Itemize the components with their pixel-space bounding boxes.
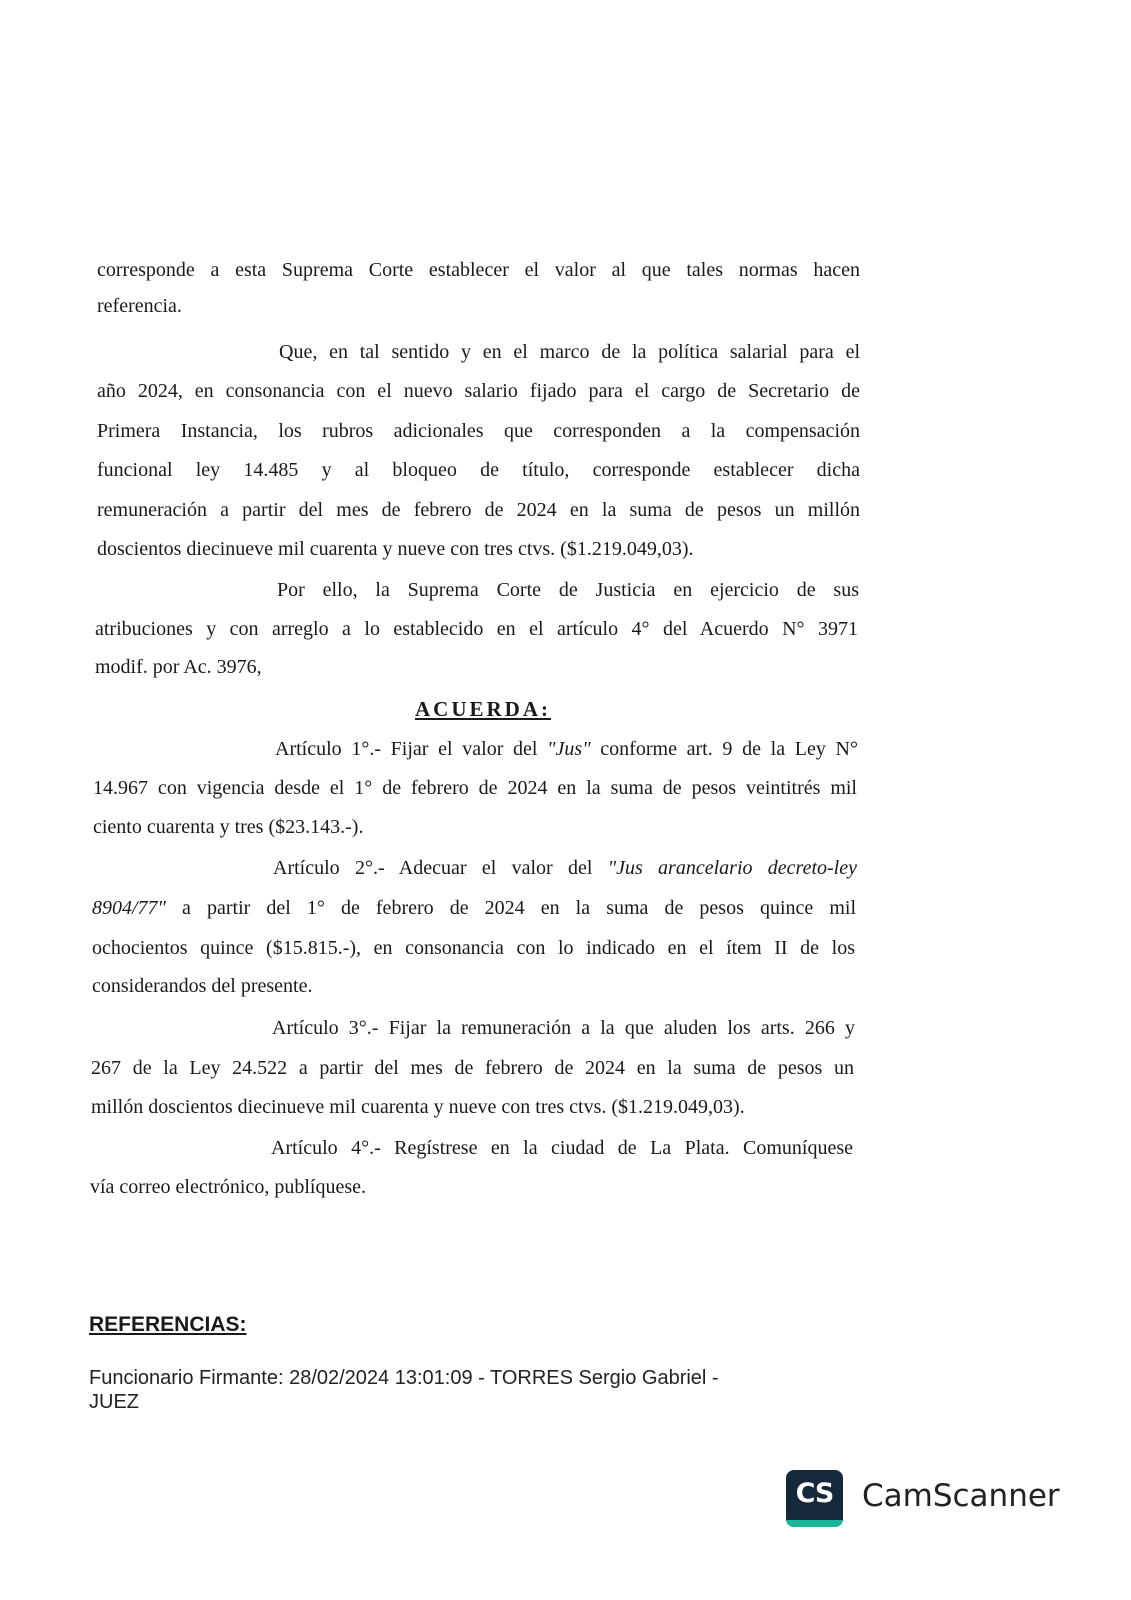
logo-text: CS — [795, 1478, 834, 1509]
text-segment: corresponde a esta Suprema Corte establecer el valor al que tales normas hacen — [97, 259, 860, 281]
signer-line: Funcionario Firmante: 28/02/2024 13:01:09 - TORRES Sergio Gabriel - — [89, 1367, 719, 1389]
italic-text: 8904/77" — [92, 897, 166, 919]
text-line — [97, 498, 860, 522]
text-segment: Primera Instancia, los rubros adicionales que corresponden a la compensación — [97, 420, 860, 442]
logo-stripe — [786, 1520, 843, 1527]
text-segment: funcional ley 14.485 y al bloqueo de título, corresponde establecer dicha — [97, 459, 860, 481]
italic-text: "Jus arancelario decreto-ley — [607, 857, 857, 879]
camscanner-brand: CamScanner — [862, 1478, 1060, 1514]
text-segment: 14.967 con vigencia desde el 1° de febrero de 2024 en la suma de pesos veintitrés mil — [93, 777, 857, 799]
text-segment: ochocientos quince ($15.815.-), en consonancia con lo indicado en el ítem II de los — [92, 937, 855, 959]
text-line — [93, 815, 363, 839]
text-line — [91, 1056, 854, 1080]
text-segment: 267 de la Ley 24.522 a partir del mes de febrero de 2024 en la suma de pesos un — [91, 1057, 854, 1079]
text-segment: considerandos del presente. — [92, 975, 313, 997]
text-segment: remuneración a partir del mes de febrero de 2024 en la suma de pesos un millón — [97, 499, 860, 521]
text-line — [272, 1016, 855, 1040]
text-line — [97, 379, 860, 403]
text-line — [97, 294, 182, 318]
text-line — [275, 737, 858, 761]
text-line — [271, 1136, 853, 1160]
text-segment: Artículo 1°.- Fijar el valor del — [275, 738, 548, 760]
text-line — [95, 617, 858, 641]
text-segment: vía correo electrónico, publíquese. — [90, 1176, 366, 1198]
text-segment: año 2024, en consonancia con el nuevo salario fijado para el cargo de Secretario de — [97, 380, 860, 402]
text-line — [279, 340, 860, 364]
text-line — [93, 776, 857, 800]
text-line — [97, 458, 860, 482]
text-segment: atribuciones y con arreglo a lo establecido en el artículo 4° del Acuerdo N° 3971 — [95, 618, 858, 640]
text-line — [90, 1175, 366, 1199]
text-line — [92, 974, 312, 998]
text-line — [95, 655, 262, 679]
text-line — [92, 936, 855, 960]
text-segment: modif. por Ac. 3976, — [95, 656, 262, 678]
italic-text: "Jus" — [547, 738, 591, 760]
text-line — [92, 896, 856, 920]
text-segment: ciento cuarenta y tres ($23.143.-). — [93, 816, 364, 838]
text-line — [277, 578, 859, 602]
text-segment: referencia. — [97, 295, 182, 317]
camscanner-logo-icon — [786, 1470, 843, 1527]
acuerda-heading: ACUERDA: — [415, 697, 551, 721]
text-line — [97, 537, 694, 561]
text-line — [97, 419, 860, 443]
text-segment: conforme art. 9 de la Ley N° — [590, 738, 858, 760]
text-line — [273, 856, 857, 880]
text-segment: Artículo 3°.- Fijar la remuneración a la que aluden los arts. 266 y — [272, 1017, 855, 1039]
text-segment: a partir del 1° de febrero de 2024 en la suma de pesos quince mil — [165, 897, 856, 919]
references-heading: REFERENCIAS: — [89, 1313, 247, 1336]
text-segment: Que, en tal sentido y en el marco de la política salarial para el — [279, 341, 860, 363]
text-segment: Artículo 4°.- Regístrese en la ciudad de La Plata. Comuníquese — [271, 1137, 853, 1159]
text-segment: Por ello, la Suprema Corte de Justicia en ejercicio de sus — [277, 579, 859, 601]
text-segment: doscientos diecinueve mil cuarenta y nueve con tres ctvs. ($1.219.049,03). — [97, 538, 694, 560]
text-line — [91, 1095, 745, 1119]
signer-title: JUEZ — [89, 1391, 139, 1413]
text-segment: Artículo 2°.- Adecuar el valor del — [273, 857, 608, 879]
text-segment: millón doscientos diecinueve mil cuarenta y nueve con tres ctvs. ($1.219.049,03). — [91, 1096, 745, 1118]
text-line — [97, 258, 860, 282]
